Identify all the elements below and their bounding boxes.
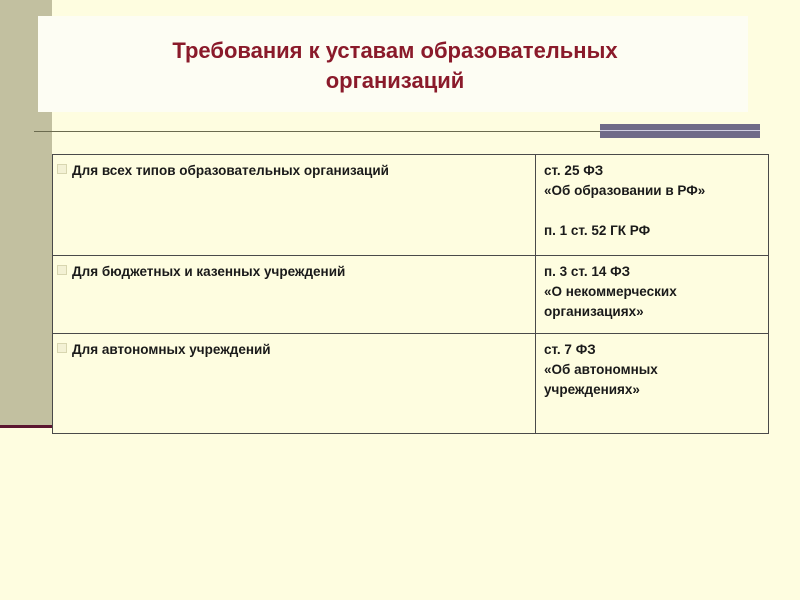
legal-ref-line: п. 3 ст. 14 ФЗ	[544, 264, 631, 279]
legal-ref-line: учреждениях»	[544, 382, 640, 397]
org-type-text: Для автономных учреждений	[72, 342, 271, 357]
accent-block	[600, 124, 760, 138]
accent-block-line	[600, 130, 760, 131]
legal-ref-line: «Об автономных	[544, 362, 658, 377]
legal-ref-line: «Об образовании в РФ»	[544, 183, 706, 198]
left-decor-line	[0, 425, 52, 428]
legal-ref-line: ст. 25 ФЗ	[544, 163, 604, 178]
table-row	[53, 256, 769, 334]
org-type-text: Для бюджетных и казенных учреждений	[72, 264, 346, 279]
slide-title-line-2: организаций	[325, 68, 465, 93]
legal-ref-line: организациях»	[544, 304, 644, 319]
org-type-text: Для всех типов образовательных организаций	[72, 163, 389, 178]
legal-ref-line: «О некоммерческих	[544, 284, 677, 299]
requirements-table	[52, 154, 769, 434]
legal-ref-line: п. 1 ст. 52 ГК РФ	[544, 223, 651, 238]
bullet-icon	[57, 265, 67, 275]
legal-ref-spacer	[544, 201, 760, 221]
slide-title	[60, 36, 730, 96]
table-row	[53, 334, 769, 434]
bullet-icon	[57, 164, 67, 174]
slide-title-line-1: Требования к уставам образовательных	[172, 38, 618, 63]
legal-ref-line: ст. 7 ФЗ	[544, 342, 596, 357]
org-type-cell	[53, 256, 536, 334]
org-type-cell	[53, 155, 536, 256]
org-type-cell	[53, 334, 536, 434]
table-row	[53, 155, 769, 256]
legal-ref-cell	[536, 334, 769, 434]
legal-ref-cell	[536, 155, 769, 256]
legal-ref-cell	[536, 256, 769, 334]
bullet-icon	[57, 343, 67, 353]
